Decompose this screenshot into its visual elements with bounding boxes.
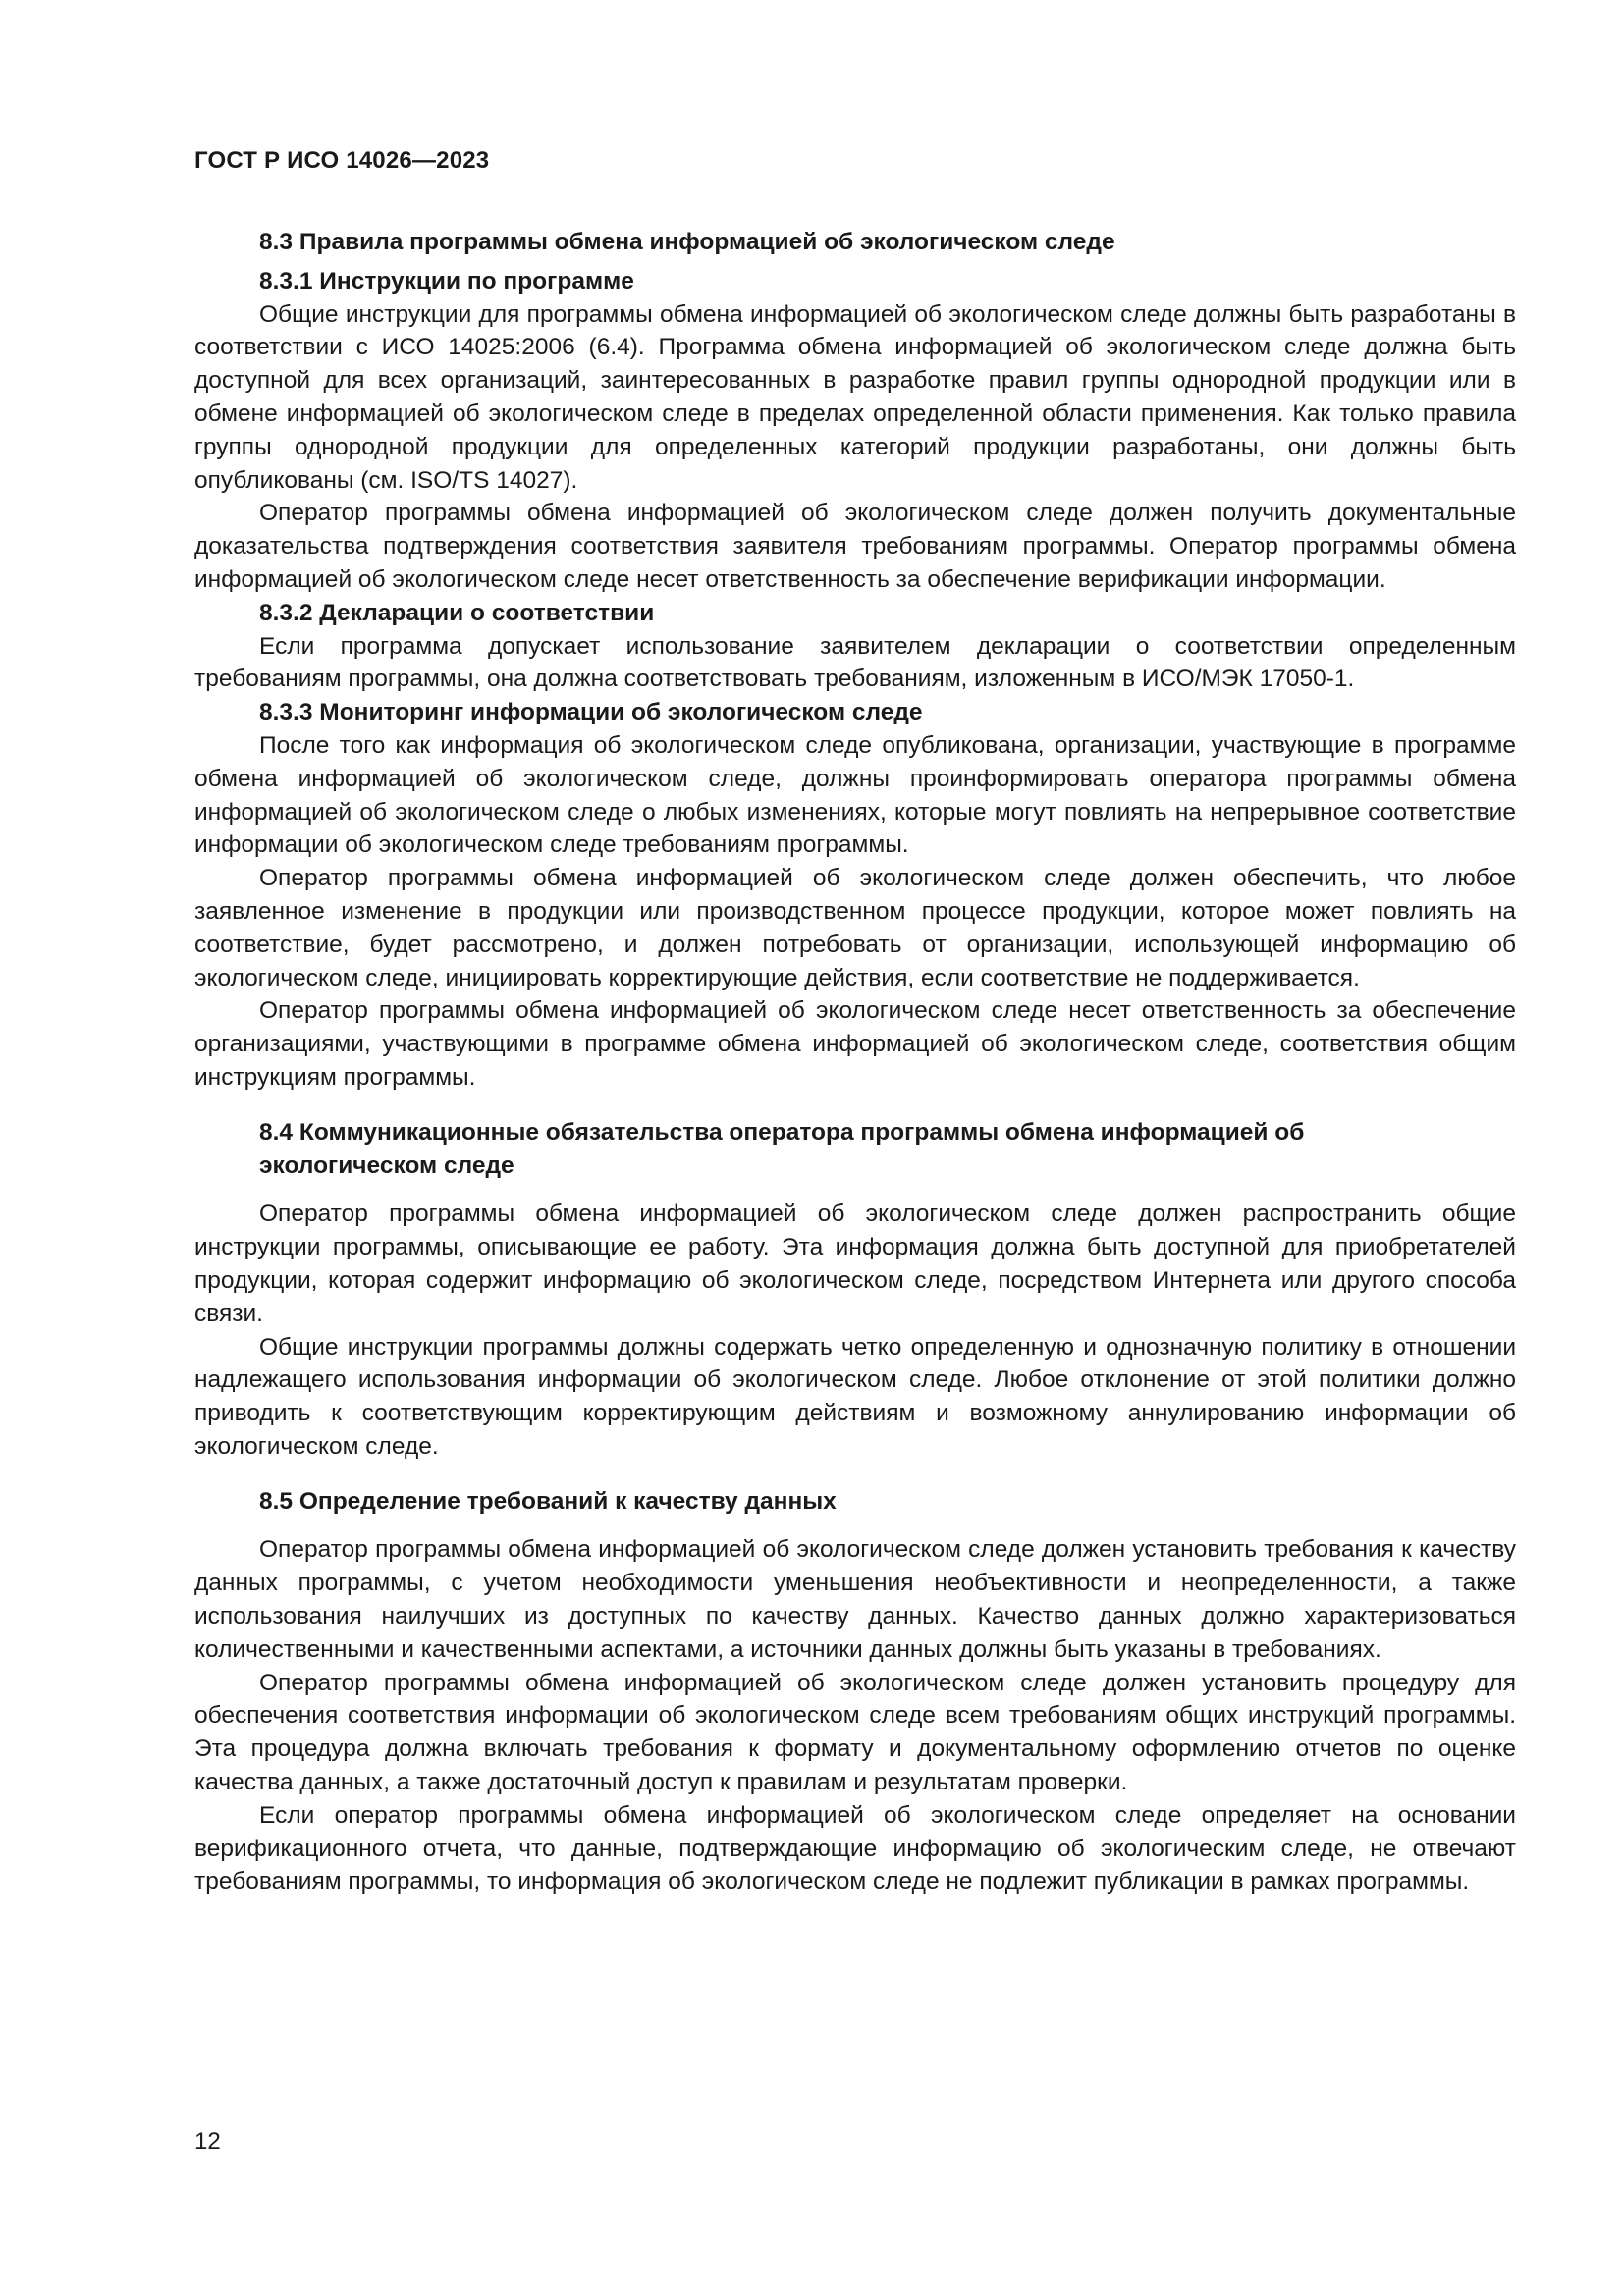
- section-heading-8-4-line-2: экологическом следе: [259, 1151, 514, 1179]
- paragraph: Общие инструкции программы должны содержать четко определенную и однозначную политику в отношении надлежащего использования информации об экологическом следе. Любое отклонение от этой политики должно приводить к соответствующим корректирующим действиям и возможному аннулированию информации об экологическом следе.: [194, 1333, 1516, 1460]
- paragraph: После того как информация об экологическом следе опубликована, организации, участвующие в программе обмена информацией об экологическом следе, должны проинформировать оператора программы обмена информацией об экологическом следе о любых изменениях, которые могут повлиять на непрерывное соответствие информации об экологическом следе требованиям программы.: [194, 731, 1516, 859]
- paragraph: Оператор программы обмена информацией об экологическом следе должен получить документальные доказательства подтверждения соответствия заявителя требованиям программы. Оператор программы обмена информацией об экологическом следе несет ответственность за обеспечение верификации информации.: [194, 500, 1516, 593]
- section-heading-8-5: 8.5 Определение требований к качеству данных: [259, 1487, 837, 1515]
- paragraph: Оператор программы обмена информацией об экологическом следе должен обеспечить, что любое заявленное изменение в продукции или производственном процессе продукции, которое может повлиять на соответствие, будет рассмотрено, и должен потребовать от организации, использующей информацию об экологическом следе, инициировать корректирующие действия, если соответствие не поддерживается.: [194, 865, 1516, 991]
- subsection-heading-8-3-2: 8.3.2 Декларации о соответствии: [259, 599, 655, 626]
- section-heading-8-4-line-1: 8.4 Коммуникационные обязательства оператора программы обмена информацией об: [259, 1118, 1305, 1146]
- paragraph: Оператор программы обмена информацией об экологическом следе несет ответственность за обеспечение организациями, участвующими в программе обмена информацией об экологическом следе, соответствия общим инструкциям программы.: [194, 997, 1516, 1091]
- paragraph: Оператор программы обмена информацией об экологическом следе должен распространить общие инструкции программы, описывающие ее работу. Эта информация должна быть доступной для приобретателей продукции, которая содержит информацию об экологическом следе, посредством Интернета или другого способа связи.: [194, 1201, 1516, 1327]
- section-heading-8-4: [194, 1116, 1516, 1183]
- paragraph: Если оператор программы обмена информацией об экологическом следе определяет на основании верификационного отчета, что данные, подтверждающие информацию об экологическим следе, не отвечают требованиям программы, то информация об экологическом следе не подлежит публикации в рамках программы.: [194, 1801, 1516, 1896]
- subsection-heading-8-3-3: 8.3.3 Мониторинг информации об экологическом следе: [259, 699, 923, 726]
- subsection-heading-8-3-1: 8.3.1 Инструкции по программе: [259, 267, 634, 294]
- page-number: 12: [194, 2128, 221, 2155]
- paragraph: Оператор программы обмена информацией об экологическом следе должен установить требования к качеству данных программы, с учетом необходимости уменьшения необъективности и неопределенности, а также использования наилучших из доступных по качеству данных. Качество данных должно характеризоваться количественными и качественными аспектами, а источники данных должны быть указаны в требованиях.: [194, 1536, 1516, 1663]
- paragraph: Если программа допускает использование заявителем декларации о соответствии определенным требованиям программы, она должна соответствовать требованиям, изложенным в ИСО/МЭК 17050-1.: [194, 632, 1516, 693]
- document-body: [194, 226, 1516, 1898]
- paragraph: Оператор программы обмена информацией об экологическом следе должен установить процедуру для обеспечения соответствия информации об экологическом следе всем требованиям общих инструкций программы. Эта процедура должна включать требования к формату и документальному оформлению отчетов по оценке качества данных, а также достаточный доступ к правилам и результатам проверки.: [194, 1669, 1516, 1796]
- paragraph: Общие инструкции для программы обмена информацией об экологическом следе должны быть разработаны в соответствии с ИСО 14025:2006 (6.4). Программа обмена информацией об экологическом следе должна быть доступной для всех организаций, заинтересованных в разработке правил группы однородной продукции или в обмене информацией об экологическом следе в пределах определенной области применения. Как только правила группы однородной продукции для определенных категорий продукции разработаны, они должны быть опубликованы (см. ISO/TS 14027).: [194, 300, 1516, 494]
- document-header-standard: ГОСТ Р ИСО 14026—2023: [194, 147, 490, 174]
- section-heading-8-3: 8.3 Правила программы обмена информацией об экологическом следе: [259, 229, 1115, 255]
